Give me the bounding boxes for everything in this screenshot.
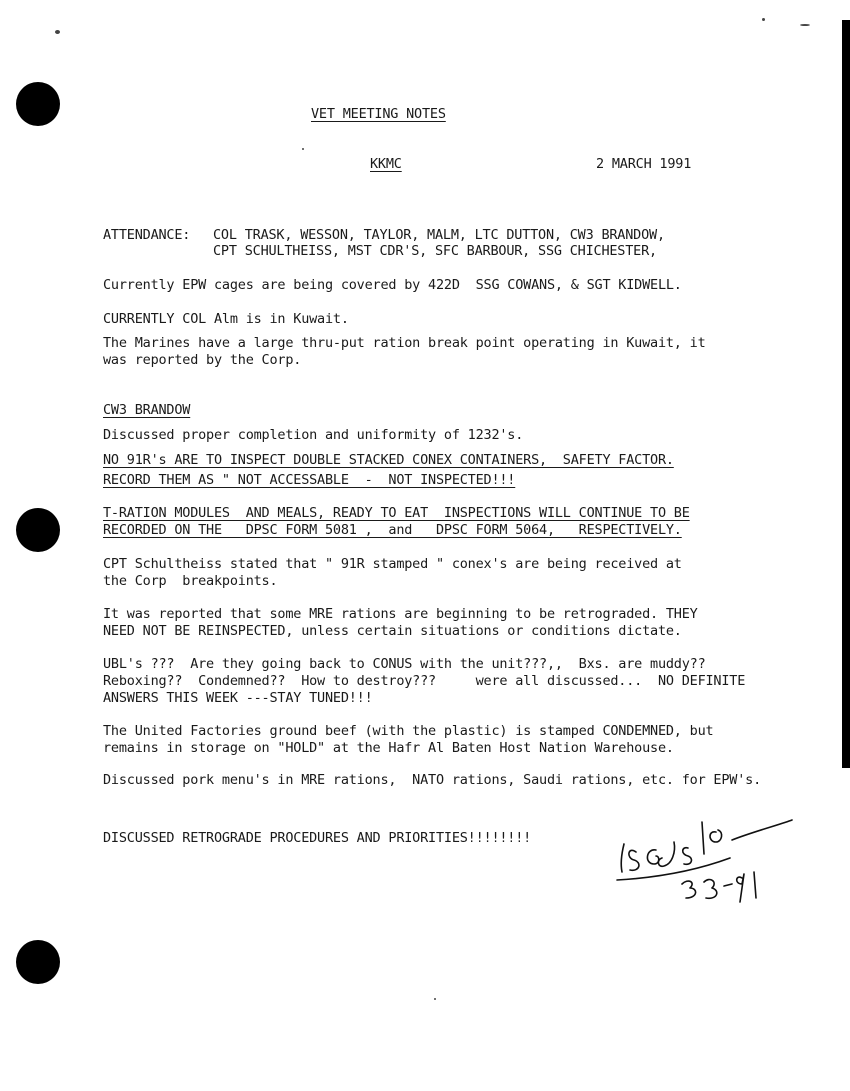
marines-paragraph-line-2: was reported by the Corp.: [103, 352, 302, 368]
attendance-line-2: CPT SCHULTHEISS, MST CDR'S, SFC BARBOUR, SSG CHICHESTER,: [213, 243, 657, 259]
page-title: VET MEETING NOTES: [311, 106, 446, 122]
ubl-line-1: UBL's ??? Are they going back to CONUS with the unit???,, Bxs. are muddy??: [103, 656, 706, 672]
attendance-label: ATTENDANCE:: [103, 227, 191, 243]
scan-speck: [434, 998, 436, 1000]
brandow-heading: CW3 BRANDOW: [103, 402, 191, 418]
ubl-line-3: ANSWERS THIS WEEK ---STAY TUNED!!!: [103, 690, 373, 706]
scan-edge-bar: [842, 20, 850, 768]
ground-beef-line-2: remains in storage on "HOLD" at the Hafr Al Baten Host Nation Warehouse.: [103, 740, 674, 756]
mre-retrograde-line-1: It was reported that some MRE rations are beginning to be retrograded. THEY: [103, 606, 698, 622]
meeting-date: 2 MARCH 1991: [596, 156, 692, 172]
scan-speck: [762, 18, 765, 21]
location-code: KKMC: [370, 156, 402, 172]
pork-menu-line: Discussed pork menu's in MRE rations, NATO rations, Saudi rations, etc. for EPW's.: [103, 772, 761, 788]
kuwait-paragraph: CURRENTLY COL Alm is in Kuwait.: [103, 311, 349, 327]
brandow-discussed-line: Discussed proper completion and uniformity of 1232's.: [103, 427, 524, 443]
punch-hole-bottom: [16, 940, 60, 984]
scan-speck: [800, 24, 810, 26]
conex-inspection-line-2: RECORD THEM AS " NOT ACCESSABLE - NOT INSPECTED!!!: [103, 472, 516, 488]
ubl-line-2: Reboxing?? Condemned?? How to destroy??? were all discussed... NO DEFINITE: [103, 673, 746, 689]
attendance-line-1: COL TRASK, WESSON, TAYLOR, MALM, LTC DUTTON, CW3 BRANDOW,: [213, 227, 665, 243]
epw-cages-paragraph: Currently EPW cages are being covered by 422D SSG COWANS, & SGT KIDWELL.: [103, 277, 682, 293]
marines-paragraph-line-1: The Marines have a large thru-put ration break point operating in Kuwait, it: [103, 335, 706, 351]
tration-line-2: RECORDED ON THE DPSC FORM 5081 , and DPSC FORM 5064, RESPECTIVELY.: [103, 522, 682, 538]
punch-hole-middle: [16, 508, 60, 552]
retrograde-procedures-line: DISCUSSED RETROGRADE PROCEDURES AND PRIORITIES!!!!!!!!: [103, 830, 532, 846]
tration-line-1: T-RATION MODULES AND MEALS, READY TO EAT INSPECTIONS WILL CONTINUE TO BE: [103, 505, 690, 521]
mre-retrograde-line-2: NEED NOT BE REINSPECTED, unless certain situations or conditions dictate.: [103, 623, 682, 639]
scan-speck: [55, 30, 60, 34]
conex-inspection-line-1: NO 91R's ARE TO INSPECT DOUBLE STACKED CONEX CONTAINERS, SAFETY FACTOR.: [103, 452, 674, 468]
handwritten-signature: [612, 812, 812, 912]
punch-hole-top: [16, 82, 60, 126]
scan-speck: [302, 148, 304, 150]
cpt-schultheiss-line-2: the Corp breakpoints.: [103, 573, 278, 589]
cpt-schultheiss-line-1: CPT Schultheiss stated that " 91R stamped " conex's are being received at: [103, 556, 682, 572]
ground-beef-line-1: The United Factories ground beef (with the plastic) is stamped CONDEMNED, but: [103, 723, 714, 739]
